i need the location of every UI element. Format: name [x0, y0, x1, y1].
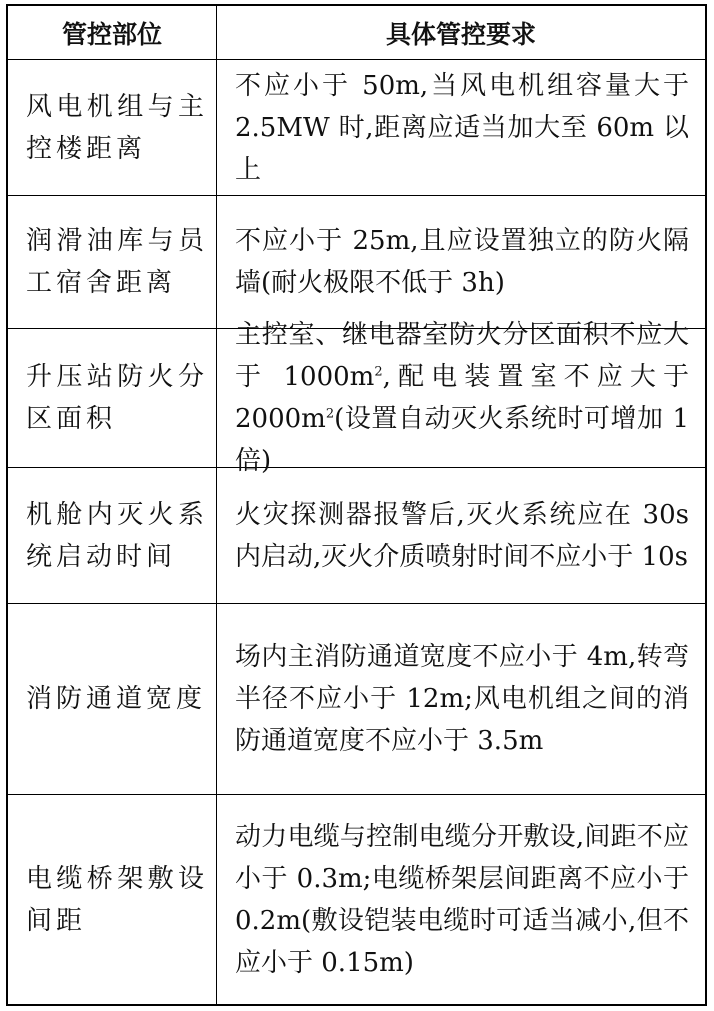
table-row	[8, 468, 705, 604]
control-requirements-table	[6, 4, 707, 1006]
table-header-row	[8, 6, 705, 60]
table-row	[8, 795, 705, 1004]
table-row	[8, 196, 705, 329]
header-requirement-cell	[217, 6, 705, 59]
row-requirement: 场内主消防通道宽度不应小于 4m,转弯半径不应小于 12m;风电机组之间的消防通道宽度不应小于 3.5m	[235, 642, 689, 756]
row-requirement: 不应小于 25m,且应设置独立的防火隔墙(耐火极限不低于 3h)	[235, 226, 689, 298]
row-requirement: 火灾探测器报警后,灭火系统应在 30s 内启动,灭火介质喷射时间不应小于 10s	[235, 499, 689, 572]
row-part: 机舱内灭火系统启动时间	[26, 499, 208, 572]
header-part-cell	[8, 6, 217, 59]
header-part: 管控部位	[61, 19, 162, 49]
table-row	[8, 60, 705, 196]
table-row	[8, 320, 705, 476]
row-part: 消防通道宽度	[26, 684, 207, 714]
row-part: 润滑油库与员工宿舍距离	[26, 226, 208, 298]
header-requirement: 具体管控要求	[385, 19, 536, 49]
table-row	[8, 604, 705, 795]
row-part: 电缆桥架敷设间距	[26, 863, 208, 936]
row-requirement: 主控室、继电器室防火分区面积不应大于 $1000m^2$,配电装置室不应大于 $2000m^2$(设置自动灭火系统时可增加 1 倍)	[235, 320, 690, 476]
row-part: 风电机组与主控楼距离	[26, 91, 208, 164]
row-requirement: 动力电缆与控制电缆分开敷设,间距不应小于 0.3m;电缆桥架层间距离不应小于 0.2m(敷设铠装电缆时可适当减小,但不应小于 0.15m)	[235, 821, 689, 978]
row-requirement: 不应小于 50m,当风电机组容量大于 2.5MW 时,距离应适当加大至 60m 以上	[235, 70, 689, 185]
row-part: 升压站防火分区面积	[26, 362, 208, 434]
